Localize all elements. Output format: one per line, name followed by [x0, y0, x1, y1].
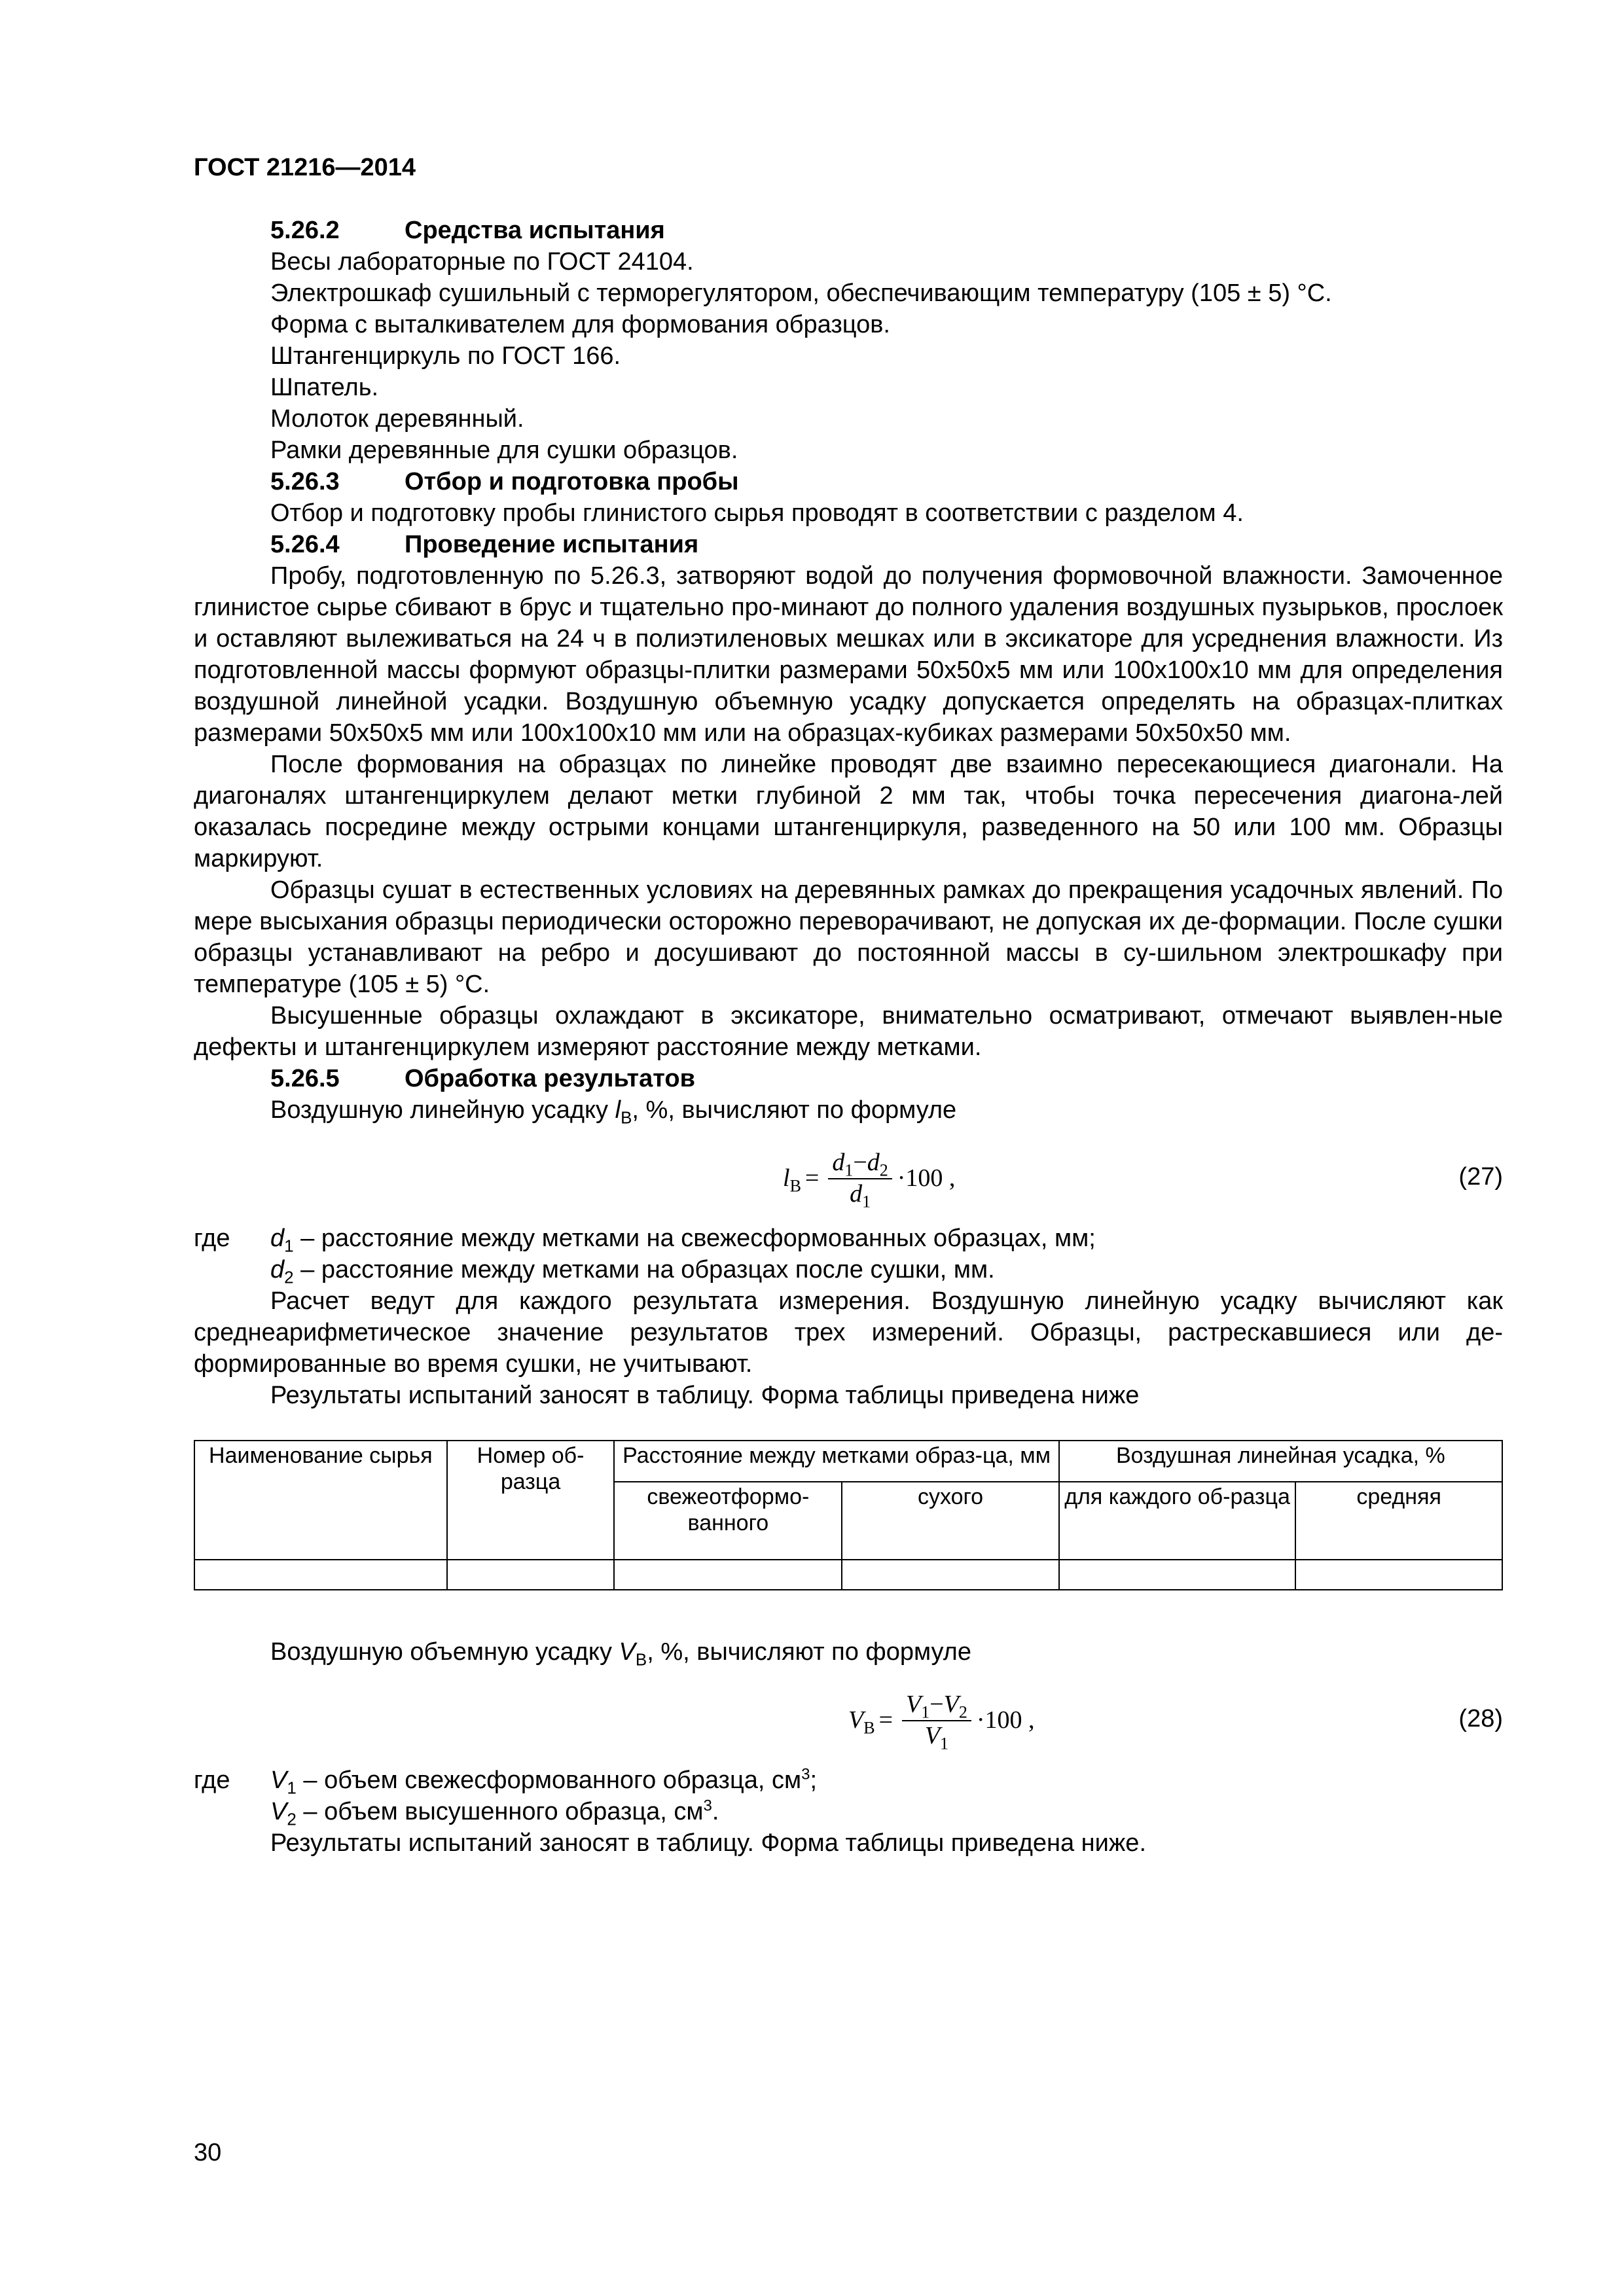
denominator: $V_1$ — [924, 1722, 949, 1753]
symbol-subscript: В — [635, 1649, 647, 1670]
where-def: $V_2$ – объем высушенного образца, $см^3$. — [270, 1797, 719, 1829]
section-heading-5-26-3 — [194, 466, 1503, 497]
equipment-item: Весы лабораторные по ГОСТ 24104. — [270, 248, 694, 276]
table-intro: Результаты испытаний заносят в таблицу. Форма таблицы приведена ниже. — [270, 1829, 1146, 1857]
numerator: $d_1-d_2$ — [828, 1148, 892, 1179]
where-row — [194, 1254, 1503, 1285]
test-paragraph: Образцы сушат в естественных условиях на деревянных рамках до прекращения усадочных явлений. По мере высыхания образцы периодически осторожно переворачивают, не допуская их де-формации. После сушки образцы устанавливают на ребро и досушивают до постоянной массы в су-шильном электрошкафу при температуре (105 ± 5) °С. — [194, 876, 1503, 998]
symbol: V — [619, 1638, 636, 1666]
table-row — [194, 1560, 1502, 1590]
formula-expression — [783, 1138, 955, 1219]
table-intro: Результаты испытаний заносят в таблицу. Форма таблицы приведена ниже — [270, 1382, 1140, 1409]
section-number: 5.26.3 — [270, 468, 340, 495]
intro-text: Воздушную объемную усадку — [270, 1638, 619, 1666]
formula-lhs: $l_В$ — [783, 1164, 801, 1196]
where-row — [194, 1765, 1503, 1796]
section-title: Средства испытания — [405, 217, 665, 244]
volume-shrinkage-intro — [194, 1636, 1503, 1668]
where-row — [194, 1796, 1503, 1827]
table-cell — [1295, 1560, 1502, 1590]
equation-number: (27) — [1458, 1163, 1503, 1191]
table-cell — [1059, 1560, 1296, 1590]
denominator: $d_1$ — [850, 1180, 871, 1211]
table-cell — [842, 1560, 1059, 1590]
equipment-item: Молоток деревянный. — [270, 405, 524, 433]
symbol-subscript: В — [621, 1107, 632, 1128]
table-cell — [447, 1560, 615, 1590]
intro-text: , %, вычисляют по формуле — [632, 1096, 957, 1124]
equals-sign: = — [804, 1164, 820, 1192]
formula-expression — [848, 1679, 1035, 1761]
table-header-cell: Номер об-разца — [447, 1441, 615, 1560]
formula-lhs: $V_В$ — [848, 1706, 875, 1738]
where-def: $d_1$ – расстояние между метками на свежесформованных образцах, мм; — [270, 1225, 1096, 1256]
where-label: где — [194, 1767, 230, 1794]
fraction — [902, 1690, 971, 1753]
table-header-cell: средняя — [1295, 1482, 1502, 1560]
symbol: l — [615, 1096, 621, 1124]
sampling-paragraph: Отбор и подготовку пробы глинистого сырья проводят в соответствии с разделом 4. — [270, 499, 1244, 527]
section-heading-5-26-5 — [194, 1063, 1503, 1094]
equipment-item: Шпатель. — [270, 374, 379, 401]
linear-shrinkage-intro — [194, 1094, 1503, 1126]
test-paragraph: После формования на образцах по линейке проводят две взаимно пересекающиеся диагонали. На диагоналях штангенциркулем делают метки глубиной 2 мм так, чтобы точка пересечения диагона-лей оказалась посредине между острыми концами штангенциркуля, разведенного на 50 или 100 мм. Образцы маркируют. — [194, 751, 1503, 872]
formula-28 — [194, 1679, 1503, 1761]
table-header-cell: Расстояние между метками образ-ца, мм — [614, 1441, 1058, 1482]
table-header-cell: Воздушная линейная усадка, % — [1059, 1441, 1502, 1482]
volume-where-block — [194, 1765, 1503, 1827]
section-number: 5.26.2 — [270, 217, 340, 244]
document-body — [194, 215, 1503, 1859]
section-title: Отбор и подготовка пробы — [405, 468, 739, 495]
table-header-cell: сухого — [842, 1482, 1059, 1560]
equipment-item: Штангенциркуль по ГОСТ 166. — [270, 342, 621, 370]
calc-paragraph: Расчет ведут для каждого результата измерения. Воздушную линейную усадку вычисляют как среднеарифметическое значение результатов трех измерений. Образцы, растрескавшиеся или де-формированные во время сушки, не учитывают. — [194, 1287, 1503, 1378]
section-title: Обработка результатов — [405, 1065, 695, 1092]
fraction — [828, 1148, 892, 1211]
multiplier: ·100 , — [897, 1164, 956, 1192]
equipment-item: Форма с выталкивателем для формования образцов. — [270, 311, 890, 338]
numerator: $V_1-V_2$ — [902, 1690, 971, 1721]
document-header: ГОСТ 21216—2014 — [194, 154, 416, 181]
section-heading-5-26-2 — [194, 215, 1503, 246]
table-header-row — [194, 1441, 1502, 1482]
where-label: где — [194, 1225, 230, 1252]
equipment-list — [194, 246, 1503, 466]
equipment-item: Рамки деревянные для сушки образцов. — [270, 437, 738, 464]
table-header-cell: свежеотформо-ванного — [614, 1482, 842, 1560]
intro-text: Воздушную линейную усадку — [270, 1096, 615, 1124]
where-def: $V_1$ – объем свежесформованного образца, $см^3$; — [270, 1765, 818, 1798]
intro-text: , %, вычисляют по формуле — [647, 1638, 971, 1666]
multiplier: ·100 , — [976, 1706, 1035, 1734]
test-paragraph: Пробу, подготовленную по 5.26.3, затворяют водой до получения формовочной влажности. Замоченное глинистое сырье сбивают в брус и тщательно про-минают до полного удаления воздушных пузырьков, прослоек и оставляют вылеживаться на 24 ч в полиэтиленовых мешках или в эксикаторе для усреднения влажности. Из подготовленной массы формуют образцы-плитки размерами 50x50x5 мм или 100x100x10 мм для определения воздушной линейной усадки. Воздушную объемную усадку допускается определять на образцах-плитках размерами 50x50x5 мм или 100x100x10 мм или на образцах-кубиках размерами 50x50x50 мм. — [194, 562, 1503, 747]
table-header-cell: Наименование сырья — [194, 1441, 447, 1560]
equation-number: (28) — [1458, 1705, 1503, 1732]
formula-27 — [194, 1138, 1503, 1219]
section-number: 5.26.5 — [270, 1065, 340, 1092]
where-row — [194, 1223, 1503, 1254]
table-header-cell: для каждого об-разца — [1059, 1482, 1296, 1560]
equals-sign: = — [878, 1706, 893, 1734]
table-cell — [194, 1560, 447, 1590]
equipment-item: Электрошкаф сушильный с терморегулятором, обеспечивающим температуру (105 ± 5) °С. — [270, 279, 1332, 307]
results-table — [194, 1440, 1503, 1590]
table-cell — [614, 1560, 842, 1590]
section-number: 5.26.4 — [270, 531, 340, 558]
section-title: Проведение испытания — [405, 531, 699, 558]
page-number: 30 — [194, 2139, 222, 2166]
test-paragraph: Высушенные образцы охлаждают в эксикаторе, внимательно осматривают, отмечают выявлен-ные дефекты и штангенциркулем измеряют расстояние между метками. — [194, 1002, 1503, 1061]
where-def: $d_2$ – расстояние между метками на образцах после сушки, мм. — [270, 1256, 995, 1287]
section-heading-5-26-4 — [194, 529, 1503, 560]
linear-where-block — [194, 1223, 1503, 1285]
